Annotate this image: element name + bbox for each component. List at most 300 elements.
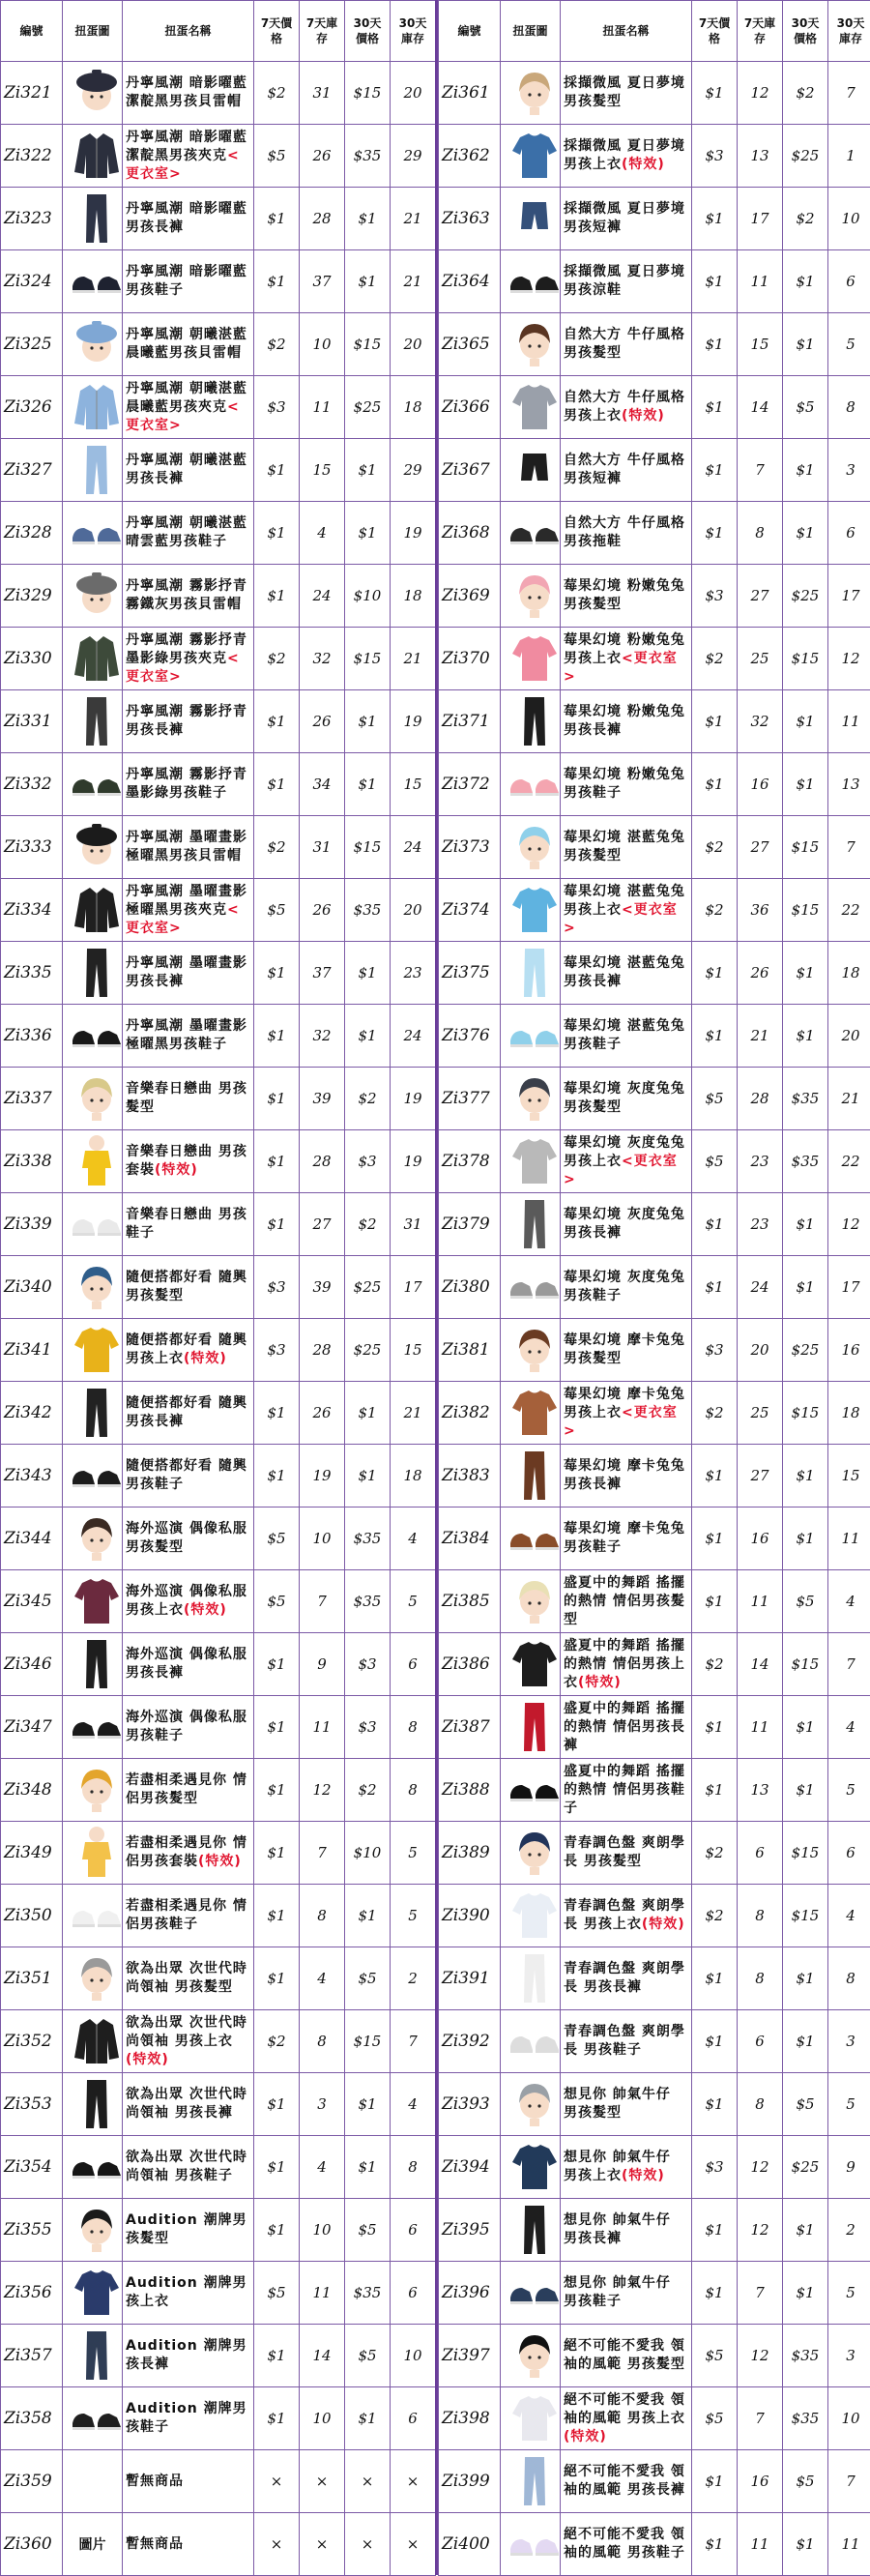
pants-icon: [501, 984, 568, 1003]
item-code: Zi348: [1, 1759, 63, 1822]
stock-7d: 4: [300, 1947, 345, 2010]
table-row: [439, 1759, 870, 1822]
item-name: [561, 1068, 692, 1130]
price-30d: $1: [783, 1193, 828, 1256]
price-30d: $15: [345, 628, 391, 690]
item-name: [123, 1319, 254, 1382]
table-row: [1, 2073, 436, 2136]
hair-icon: [63, 1299, 130, 1317]
stock-7d: 26: [300, 690, 345, 753]
item-name-text: 丹寧風潮 墨曜畫影 男孩長褲: [126, 955, 247, 989]
stock-7d: 21: [738, 1005, 783, 1068]
table-row: [1, 1319, 436, 1382]
stock-30d: 4: [391, 2073, 436, 2136]
shoes-icon: [63, 1487, 130, 1506]
item-name: [561, 2325, 692, 2387]
header-price30: 30天價格: [345, 1, 391, 62]
stock-7d: 27: [738, 816, 783, 879]
stock-30d: 4: [391, 1508, 436, 1570]
item-name: [561, 125, 692, 188]
item-image: [63, 439, 123, 502]
item-image: [501, 2136, 561, 2199]
stock-7d: 26: [300, 125, 345, 188]
stock-7d: 11: [738, 2513, 783, 2576]
item-name-text: 自然大方 牛仔風格 男孩短褲: [564, 453, 685, 486]
stock-30d: 24: [391, 816, 436, 879]
item-image: [501, 942, 561, 1005]
item-tag: <更衣室>: [126, 399, 240, 433]
item-image: [501, 2010, 561, 2073]
price-30d: $25: [783, 565, 828, 628]
stock-7d: 7: [738, 439, 783, 502]
price-30d: $35: [783, 2387, 828, 2450]
price-30d: $15: [783, 1633, 828, 1696]
stock-7d: 12: [738, 2325, 783, 2387]
item-code: Zi364: [439, 250, 501, 313]
hair-icon: [63, 1550, 130, 1568]
item-code: Zi383: [439, 1445, 501, 1508]
item-name: [123, 250, 254, 313]
stock-30d: 6: [391, 2199, 436, 2262]
hair-icon: [501, 104, 568, 123]
price-7d: $1: [254, 1068, 300, 1130]
table-row: [439, 1633, 870, 1696]
item-code: Zi326: [1, 376, 63, 439]
stock-30d: 15: [828, 1445, 870, 1508]
item-image: [501, 250, 561, 313]
shoes-icon: [501, 1550, 568, 1568]
table-row: [439, 1005, 870, 1068]
item-tag: (特效): [642, 1917, 685, 1932]
shirt-icon: [501, 419, 568, 437]
stock-30d: 15: [391, 753, 436, 816]
price-30d: $1: [783, 2513, 828, 2576]
header-name: 扭蛋名稱: [123, 1, 254, 62]
table-row: [1, 690, 436, 753]
item-image: [501, 1068, 561, 1130]
item-name: [123, 1759, 254, 1822]
item-tag: (特效): [155, 1162, 198, 1178]
item-name-text: 丹寧風潮 暗影曜藍男孩鞋子: [126, 264, 247, 298]
stock-30d: 5: [828, 2262, 870, 2325]
table-row: [1, 2262, 436, 2325]
item-name: [561, 2450, 692, 2513]
item-name-text: 莓果幻境 粉嫩兔兔 男孩上衣: [564, 632, 685, 666]
item-name-text: 盛夏中的舞蹈 搖擺的熱情 情侶男孩髮型: [564, 1575, 685, 1627]
stock-7d: 11: [300, 376, 345, 439]
stock-30d: 18: [828, 942, 870, 1005]
hair-icon: [501, 1613, 568, 1631]
item-image: [63, 753, 123, 816]
item-name-text: 欲為出眾 次世代時尚領袖 男孩髮型: [126, 1961, 247, 1995]
table-row: [439, 2136, 870, 2199]
item-image: [63, 1319, 123, 1382]
price-30d: $15: [345, 816, 391, 879]
item-code: Zi346: [1, 1633, 63, 1696]
price-30d: $1: [783, 1759, 828, 1822]
price-7d: $5: [254, 879, 300, 942]
item-image: [63, 62, 123, 125]
stock-30d: ×: [391, 2450, 436, 2513]
item-name: [123, 1633, 254, 1696]
item-name: [123, 1822, 254, 1885]
price-30d: $1: [345, 2136, 391, 2199]
item-code: Zi331: [1, 690, 63, 753]
item-image: [501, 1508, 561, 1570]
item-code: Zi325: [1, 313, 63, 376]
price-7d: $3: [692, 565, 738, 628]
item-name: [123, 2199, 254, 2262]
price-7d: $1: [692, 753, 738, 816]
stock-30d: 21: [391, 628, 436, 690]
table-row: [439, 879, 870, 942]
hair-icon: [501, 607, 568, 626]
price-30d: $35: [783, 2325, 828, 2387]
item-name: [123, 1696, 254, 1759]
item-name-text: 音樂春日戀曲 男孩鞋子: [126, 1207, 247, 1241]
shoes-icon: [63, 2430, 130, 2448]
item-name-text: 丹寧風潮 霧影抒青 霧鐵灰男孩貝雷帽: [126, 578, 247, 612]
stock-7d: 7: [300, 1570, 345, 1633]
shorts-icon: [501, 482, 568, 500]
price-7d: $2: [692, 816, 738, 879]
item-name-text: 海外巡演 偶像私服 男孩長褲: [126, 1647, 247, 1681]
stock-7d: 12: [738, 2136, 783, 2199]
price-30d: $3: [345, 1696, 391, 1759]
item-image: [63, 1633, 123, 1696]
item-image: [501, 2513, 561, 2576]
table-row: [1, 1633, 436, 1696]
item-name: [123, 2450, 254, 2513]
item-name: [123, 188, 254, 250]
item-name-text: 丹寧風潮 朝曦湛藍 晴雲藍男孩鞋子: [126, 515, 247, 549]
price-7d: $2: [692, 1382, 738, 1445]
item-name-text: 丹寧風潮 暗影曜藍 男孩長褲: [126, 201, 247, 235]
price-30d: $1: [783, 1256, 828, 1319]
shirt-icon: [63, 1613, 130, 1631]
header-stock30: 30天庫存: [828, 1, 870, 62]
item-name-text: 丹寧風潮 墨曜畫影 極曜黑男孩夾克: [126, 884, 247, 918]
shoes-icon: [501, 2304, 568, 2323]
table-row: [439, 753, 870, 816]
item-code: Zi380: [439, 1256, 501, 1319]
header-price30: 30天價格: [783, 1, 828, 62]
item-image: [501, 62, 561, 125]
price-30d: ×: [345, 2513, 391, 2576]
stock-7d: 8: [738, 1947, 783, 2010]
item-name: [123, 1193, 254, 1256]
price-30d: $1: [783, 1005, 828, 1068]
price-7d: $2: [254, 2010, 300, 2073]
price-7d: $1: [692, 1445, 738, 1508]
item-name-text: 丹寧風潮 暗影曜藍 潔靛黑男孩貝雷帽: [126, 75, 247, 109]
item-name: [561, 1633, 692, 1696]
item-tag: <更衣室>: [564, 1154, 678, 1187]
item-image: [63, 125, 123, 188]
table-row: [439, 1696, 870, 1759]
item-image: [501, 565, 561, 628]
table-row: [439, 2450, 870, 2513]
price-7d: $1: [254, 753, 300, 816]
stock-7d: 17: [738, 188, 783, 250]
price-30d: $1: [783, 753, 828, 816]
item-name-text: 海外巡演 偶像私服 男孩髮型: [126, 1521, 247, 1555]
price-30d: $1: [783, 690, 828, 753]
table-row: [1, 1005, 436, 1068]
price-7d: $2: [254, 816, 300, 879]
item-name: [561, 816, 692, 879]
pants-icon: [501, 1990, 568, 2008]
price-30d: $15: [345, 62, 391, 125]
shirt-icon: [501, 1173, 568, 1191]
table-row: [439, 628, 870, 690]
item-name: [123, 313, 254, 376]
price-30d: $5: [783, 2450, 828, 2513]
item-name-text: 莓果幻境 灰度兔兔 男孩鞋子: [564, 1270, 685, 1303]
stock-30d: 8: [828, 376, 870, 439]
stock-30d: 5: [828, 1759, 870, 1822]
price-7d: $1: [692, 439, 738, 502]
stock-30d: 13: [828, 753, 870, 816]
price-7d: ×: [254, 2513, 300, 2576]
table-row: [439, 2387, 870, 2450]
price-7d: $1: [692, 2010, 738, 2073]
table-row: [1, 1193, 436, 1256]
item-code: Zi373: [439, 816, 501, 879]
price-30d: $15: [783, 628, 828, 690]
table-row: [1, 2325, 436, 2387]
price-7d: $1: [692, 62, 738, 125]
stock-7d: 11: [738, 1696, 783, 1759]
stock-7d: 10: [300, 313, 345, 376]
price-7d: $5: [254, 1570, 300, 1633]
price-30d: $1: [345, 1382, 391, 1445]
stock-30d: 4: [828, 1696, 870, 1759]
table-row: [439, 2513, 870, 2576]
shoes-icon: [63, 1927, 130, 1946]
table-row: [1, 1130, 436, 1193]
item-code: Zi330: [1, 628, 63, 690]
price-7d: $1: [254, 1633, 300, 1696]
price-30d: $35: [783, 1130, 828, 1193]
stock-7d: 27: [738, 565, 783, 628]
item-name: [561, 502, 692, 565]
shirt-icon: [63, 1361, 130, 1380]
item-code: Zi353: [1, 2073, 63, 2136]
item-name: [123, 1005, 254, 1068]
header-image: 扭蛋圖: [501, 1, 561, 62]
item-name: [561, 2010, 692, 2073]
item-name: [561, 942, 692, 1005]
price-7d: $1: [692, 2262, 738, 2325]
price-7d: $5: [254, 1508, 300, 1570]
item-code: Zi327: [1, 439, 63, 502]
table-row: [1, 1947, 436, 2010]
stock-30d: 6: [391, 2387, 436, 2450]
item-name: [123, 2136, 254, 2199]
table-row: [439, 439, 870, 502]
table-row: [439, 1256, 870, 1319]
stock-7d: 6: [738, 1822, 783, 1885]
item-image: [501, 1382, 561, 1445]
shoes-icon: [63, 1236, 130, 1254]
item-name-text: 青春調色盤 爽朗學長 男孩髮型: [564, 1835, 685, 1869]
stock-7d: 37: [300, 942, 345, 1005]
price-30d: $5: [345, 2199, 391, 2262]
price-7d: $1: [254, 2199, 300, 2262]
table-row: [1, 1256, 436, 1319]
item-code: Zi328: [1, 502, 63, 565]
header-name: 扭蛋名稱: [561, 1, 692, 62]
table-row: [439, 313, 870, 376]
stock-7d: 26: [300, 1382, 345, 1445]
header-stock7: 7天庫存: [738, 1, 783, 62]
item-image: [501, 1759, 561, 1822]
stock-30d: 19: [391, 1068, 436, 1130]
item-code: Zi333: [1, 816, 63, 879]
item-name-text: 青春調色盤 爽朗學長 男孩長褲: [564, 1961, 685, 1995]
item-code: Zi389: [439, 1822, 501, 1885]
item-code: Zi391: [439, 1947, 501, 2010]
table-row: [439, 2073, 870, 2136]
item-code: Zi369: [439, 565, 501, 628]
stock-30d: 8: [828, 1947, 870, 2010]
table-row: [1, 62, 436, 125]
item-image: [63, 1570, 123, 1633]
price-7d: $5: [692, 2387, 738, 2450]
price-30d: $1: [345, 1445, 391, 1508]
item-tag: (特效): [564, 2429, 607, 2444]
item-name: [561, 1445, 692, 1508]
item-code: Zi390: [439, 1885, 501, 1947]
item-code: Zi323: [1, 188, 63, 250]
item-image: [63, 1947, 123, 2010]
stock-7d: 36: [738, 879, 783, 942]
stock-7d: 32: [738, 690, 783, 753]
stock-30d: 11: [828, 2513, 870, 2576]
stock-30d: 19: [391, 690, 436, 753]
item-image: [63, 2136, 123, 2199]
table-row: [1, 1696, 436, 1759]
stock-7d: 8: [300, 2010, 345, 2073]
table-row: [1, 2199, 436, 2262]
stock-7d: 31: [300, 816, 345, 879]
item-name: [123, 376, 254, 439]
item-image: [501, 1822, 561, 1885]
item-name-text: 採擷微風 夏日夢境 男孩涼鞋: [564, 264, 685, 298]
item-image: [501, 816, 561, 879]
item-image: [63, 565, 123, 628]
item-name-text: 絕不可能不愛我 領袖的風範 男孩鞋子: [564, 2527, 685, 2561]
item-tag: <更衣室>: [126, 902, 240, 936]
item-name: [561, 439, 692, 502]
pants-icon: [501, 2241, 568, 2260]
item-name-text: Audition 潮牌男孩上衣: [126, 2275, 247, 2309]
stock-30d: 10: [828, 2387, 870, 2450]
item-name-text: 盛夏中的舞蹈 搖擺的熱情 情侶男孩長褲: [564, 1701, 685, 1753]
price-7d: $1: [692, 690, 738, 753]
table-row: [439, 376, 870, 439]
pants-icon: [501, 2493, 568, 2511]
item-name: [123, 942, 254, 1005]
item-code: Zi337: [1, 1068, 63, 1130]
stock-7d: 25: [738, 628, 783, 690]
stock-7d: 11: [738, 1570, 783, 1633]
shoes-icon: [501, 1299, 568, 1317]
price-7d: $1: [692, 1696, 738, 1759]
price-30d: $1: [783, 439, 828, 502]
item-code: Zi381: [439, 1319, 501, 1382]
stock-7d: 26: [300, 879, 345, 942]
stock-7d: ×: [300, 2450, 345, 2513]
stock-7d: 37: [300, 250, 345, 313]
item-code: Zi351: [1, 1947, 63, 2010]
item-name-text: 若盡相柔遇見你 情侶男孩髮型: [126, 1772, 247, 1806]
right-half: [435, 0, 870, 2575]
table-row: [1, 565, 436, 628]
stock-7d: 14: [300, 2325, 345, 2387]
price-30d: $5: [345, 1947, 391, 2010]
item-tag: (特效): [622, 2168, 665, 2183]
pants-icon: [501, 1739, 568, 1757]
item-code: Zi396: [439, 2262, 501, 2325]
item-name: [123, 1947, 254, 2010]
stock-7d: 12: [738, 62, 783, 125]
stock-30d: 17: [391, 1256, 436, 1319]
item-name-text: 莓果幻境 湛藍兔兔 男孩上衣: [564, 884, 685, 918]
table-body-left: [1, 62, 436, 2576]
pants-icon: [63, 230, 130, 249]
item-image: [501, 1445, 561, 1508]
item-image: [501, 1570, 561, 1633]
item-name-text: 絕不可能不愛我 領袖的風範 男孩長褲: [564, 2464, 685, 2498]
price-7d: $3: [692, 2136, 738, 2199]
item-code: Zi341: [1, 1319, 63, 1382]
item-name: [123, 753, 254, 816]
price-30d: $1: [783, 2010, 828, 2073]
stock-30d: 2: [391, 1947, 436, 2010]
item-name-text: 若盡相柔遇見你 情侶男孩鞋子: [126, 1898, 247, 1932]
item-name: [123, 125, 254, 188]
stock-7d: 7: [300, 1822, 345, 1885]
item-name: [561, 2387, 692, 2450]
item-code: Zi363: [439, 188, 501, 250]
stock-30d: 7: [828, 62, 870, 125]
stock-7d: 28: [738, 1068, 783, 1130]
item-name: [561, 1759, 692, 1822]
item-image: [63, 1885, 123, 1947]
stock-30d: 11: [828, 1508, 870, 1570]
price-7d: $1: [254, 1445, 300, 1508]
item-image: [63, 1696, 123, 1759]
item-image: [63, 942, 123, 1005]
pants-icon: [63, 1424, 130, 1443]
stock-30d: 19: [391, 1130, 436, 1193]
price-30d: $15: [783, 816, 828, 879]
price-30d: $5: [783, 376, 828, 439]
price-7d: $3: [254, 1256, 300, 1319]
item-name: [561, 2199, 692, 2262]
item-tag: (特效): [184, 1351, 227, 1366]
item-image: [63, 2010, 123, 2073]
item-code: Zi367: [439, 439, 501, 502]
stock-7d: 8: [300, 1885, 345, 1947]
item-name: [561, 1508, 692, 1570]
price-30d: $1: [783, 1696, 828, 1759]
stock-7d: 23: [738, 1130, 783, 1193]
item-name-text: 絕不可能不愛我 領袖的風範 男孩上衣: [564, 2392, 685, 2426]
pants-icon: [501, 1236, 568, 1254]
